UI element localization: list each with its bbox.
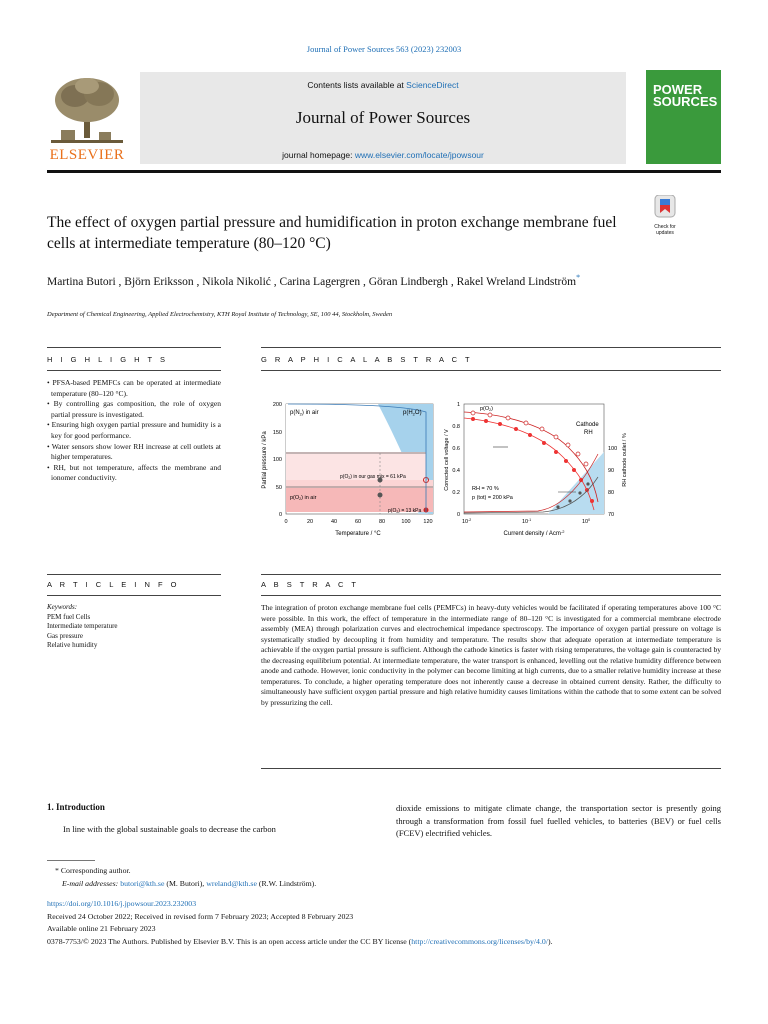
- author-names: Martina Butori , Björn Eriksson , Nikola Nikolić , Carina Lagergren , Göran Lindbergh , Rakel Wreland Lindström: [47, 275, 577, 288]
- received-dates: Received 24 October 2022; Received in revised form 7 February 2023; Accepted 8 February 2023: [47, 912, 354, 921]
- article-info-rule: [47, 574, 221, 575]
- highlights-list: [47, 378, 221, 484]
- footnote-rule: [47, 860, 95, 861]
- highlight-item: • By controlling gas composition, the role of oxygen partial pressure is investigated.: [47, 399, 221, 419]
- ytick: 100: [272, 457, 282, 463]
- crossmark-icon: [650, 195, 680, 219]
- license-line: [47, 937, 727, 946]
- keywords-block: [47, 603, 227, 651]
- tree-logo-icon: [47, 74, 127, 146]
- corresponding-author-mark[interactable]: *: [576, 273, 581, 282]
- article-info-heading: A R T I C L E I N F O: [47, 580, 180, 589]
- x-axis-label: Current density / Acm$^{-2}$: [503, 529, 565, 537]
- label-13kpa: $p(O_2) = 13$ kPa: [388, 508, 422, 515]
- masthead-rule: [47, 170, 721, 173]
- email-owner-1: (M. Butori),: [164, 879, 207, 888]
- xtick: $10^{-2}$: [462, 518, 472, 525]
- xtick: 60: [354, 519, 362, 525]
- abstract-heading: A B S T R A C T: [261, 580, 359, 589]
- affiliation: Department of Chemical Engineering, Applied Electrochemistry, KTH Royal Institute of Technology, SE, 100 44, Stockholm, Sweden: [47, 311, 393, 318]
- y-axis-label-left: Corrected cell voltage / V: [444, 429, 450, 491]
- highlights-heading: H I G H L I G H T S: [47, 355, 169, 364]
- sciencedirect-link[interactable]: ScienceDirect: [406, 80, 459, 90]
- homepage-prefix: journal homepage:: [282, 150, 355, 160]
- introduction-text-2: dioxide emissions to mitigate climate change, the transportation sector is presently going through a transformation from fossil fuel fuelled vehicles, to batteries (BEV) or fuel cells (FCEV) electrified vehicles.: [396, 803, 721, 838]
- abstract-end-rule: [261, 768, 721, 769]
- label-mix: $p(O_2)$ in our gas mix = 61 kPa: [340, 474, 406, 481]
- partial-pressure-plot: [262, 402, 433, 537]
- label-rh70: RH = 70 %: [472, 486, 499, 492]
- abstract-rule: [261, 574, 721, 575]
- xtick: 120: [423, 519, 433, 525]
- email-label: E-mail addresses:: [62, 879, 121, 888]
- doi-link[interactable]: https://doi.org/10.1016/j.jpowsour.2023.232003: [47, 899, 197, 908]
- ytick-left: 0.4: [452, 468, 460, 474]
- ytick: 50: [275, 485, 282, 491]
- data-point-air: [378, 493, 383, 498]
- abstract-text: The integration of proton exchange membrane fuel cells (PEMFCs) in heavy-duty vehicles would be facilitated if operating temperatures above 100 °C were possible. In this work, the effect of temperature in the intermediate range of 80–120 °C is investigated for a commercial membrane electrode assembly (MEA) through polarization curves and electrochemical impedance spectroscopy. The importance of oxygen partial pressure on voltage is systematically studied by decoupling it from humidity and temperature. The results show that adequate operation at intermediate temperature is achievable if the oxygen partial pressure is sufficient. Although the cathode kinetics is faster with rising temperatures, the voltage gain is counteracted by the decreasing equilibrium potential. At intermediate temperature, the water transport is enhanced, levelling out the relative humidity difference between anode and cathode. However, ionic conductivity in the polymer can become limiting at high currents, due to a smaller relative humidity increase at these temperatures. To conclude, a higher operating temperature does not inherently cause a decrease in obtained current density. Rather, the difficulty to simultaneously have sufficient oxygen partial pressure and high relative humidity causes limitations within the cathode that to some extent can be solved by pressurizing the cell.: [261, 603, 721, 707]
- cover-line-2: SOURCES: [653, 94, 718, 109]
- license-prefix: 0378-7753/© 2023 The Authors. Published by Elsevier B.V. This is an open access article under the CC BY license (: [47, 937, 412, 946]
- label-o2-air: $p(O_2)$ in air: [290, 495, 317, 502]
- xtick: 40: [330, 519, 338, 525]
- highlight-item: • Water sensors show lower RH increase at cell outlets at higher temperatures.: [47, 441, 221, 462]
- article-info-subrule: [47, 595, 221, 596]
- xtick: 80: [378, 519, 386, 525]
- cover-title: [653, 84, 717, 108]
- ytick-left: 0.8: [452, 424, 460, 430]
- article-title: The effect of oxygen partial pressure and humidification in proton exchange membrane fuel cells at intermediate temperature (80–120 °C): [47, 214, 617, 252]
- homepage-line: [140, 150, 626, 160]
- elsevier-logo[interactable]: [47, 74, 127, 164]
- ytick-left: 0: [456, 512, 460, 518]
- keyword-item: Gas pressure: [47, 631, 83, 640]
- email-line: [62, 879, 742, 888]
- ytick-right: 90: [608, 468, 615, 474]
- xtick: $10^{-1}$: [522, 518, 532, 525]
- journal-title: Journal of Power Sources: [295, 108, 471, 127]
- graphical-abstract-svg: [258, 392, 721, 542]
- highlights-rule: [47, 347, 221, 348]
- introduction-text-1: In line with the global sustainable goals to decrease the carbon: [63, 824, 276, 834]
- highlights-subrule: [47, 370, 221, 371]
- highlight-item: • PFSA-based PEMFCs can be operated at intermediate temperature (80–120 °C).: [47, 378, 221, 398]
- available-online: Available online 21 February 2023: [47, 924, 156, 933]
- ytick-left: 0.6: [452, 446, 460, 452]
- crossmark-badge[interactable]: [650, 195, 680, 236]
- ytick-right: 80: [608, 490, 615, 496]
- y-axis-label-right: RH cathode outlet / %: [622, 433, 628, 487]
- journal-reference[interactable]: Journal of Power Sources 563 (2023) 232003: [306, 44, 462, 54]
- xtick: 100: [401, 519, 411, 525]
- graphical-abstract-figure[interactable]: [258, 392, 721, 537]
- keywords-label: Keywords:: [47, 603, 78, 611]
- introduction-heading: 1. Introduction: [47, 802, 105, 812]
- keyword-item: PEM fuel Cells: [47, 612, 91, 621]
- introduction-column-1: [47, 802, 369, 834]
- label-ph2o: $p(H_2O)$: [403, 410, 422, 417]
- label-pn2: $p(N_2)$ in air: [290, 410, 319, 417]
- graphical-abstract-subrule: [261, 370, 721, 371]
- corresponding-author-note: * Corresponding author.: [55, 866, 131, 875]
- xtick: 20: [306, 519, 314, 525]
- masthead: [47, 70, 721, 166]
- ytick: 0: [278, 512, 282, 518]
- ytick-right: 70: [608, 512, 615, 518]
- highlight-item: • Ensuring high oxygen partial pressure and humidity is a key for good performance.: [47, 420, 221, 440]
- graphical-abstract-rule: [261, 347, 721, 348]
- label-rh: RH: [584, 430, 593, 436]
- keyword-item: Intermediate temperature: [47, 622, 118, 631]
- abstract-subrule: [261, 595, 721, 596]
- contents-line: [140, 80, 626, 90]
- x-axis-label: Temperature / °C: [335, 531, 381, 537]
- xtick: 0: [284, 519, 288, 525]
- label-cathode: Cathode: [576, 422, 599, 428]
- cover-line-1: POWER: [653, 82, 703, 97]
- y-axis-label: Partial pressure / kPa: [262, 431, 268, 489]
- ytick: 150: [272, 430, 282, 436]
- license-link[interactable]: http://creativecommons.org/licenses/by/4.0/: [411, 937, 548, 946]
- ytick-left: 1: [456, 402, 460, 408]
- journal-banner: [140, 72, 626, 164]
- crossmark-label: Check for updates: [654, 224, 676, 236]
- label-po2: $p(O_2)$: [480, 406, 493, 413]
- elsevier-wordmark: ELSEVIER: [49, 147, 125, 163]
- keyword-item: Relative humidity: [47, 641, 98, 650]
- ytick-left: 0.2: [452, 490, 460, 496]
- label-ptot: p (tot) = 200 kPa: [472, 495, 513, 501]
- contents-prefix: Contents lists available at: [307, 80, 407, 90]
- ytick-right: 100: [608, 446, 618, 452]
- email-link-2[interactable]: wreland@kth.se: [206, 879, 257, 888]
- polarization-plot: [444, 402, 628, 537]
- author-list: [47, 270, 667, 290]
- email-link-1[interactable]: butori@kth.se: [120, 879, 165, 888]
- xtick: $10^0$: [582, 518, 591, 525]
- journal-cover-thumbnail[interactable]: [646, 70, 721, 164]
- email-owner-2: (R.W. Lindström).: [256, 879, 317, 888]
- highlight-item: • RH, but not temperature, affects the membrane and ionomer conductivity.: [47, 462, 221, 483]
- license-suffix: ).: [547, 937, 553, 946]
- graphical-abstract-heading: G R A P H I C A L A B S T R A C T: [261, 355, 473, 364]
- ytick: 200: [272, 402, 282, 408]
- homepage-link[interactable]: www.elsevier.com/locate/jpowsour: [354, 150, 484, 160]
